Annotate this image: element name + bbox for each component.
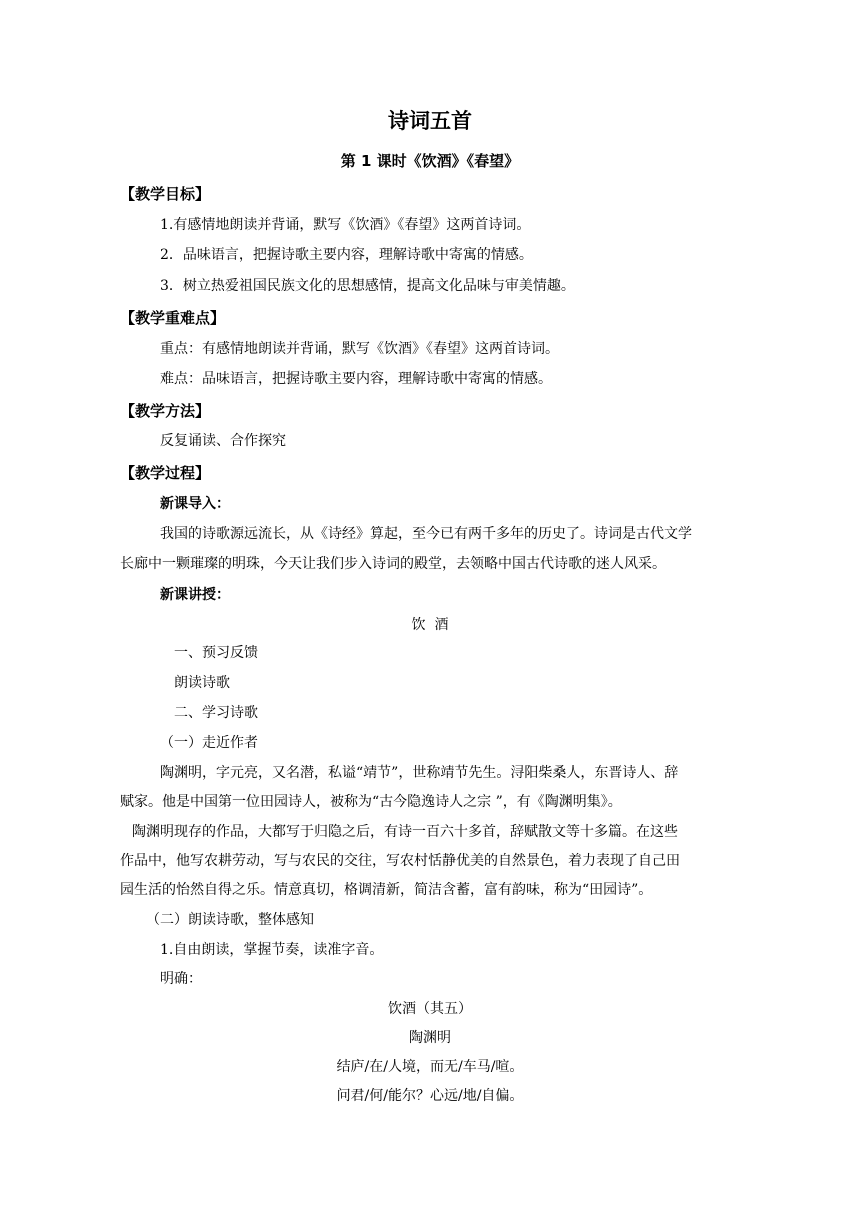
- goal-item: 2．品味语言，把握诗歌主要内容，理解诗歌中寄寓的情感。: [160, 247, 533, 263]
- sub-heading: （一）走近作者: [160, 735, 258, 751]
- goal-item: 1.有感情地朗读并背诵，默写《饮酒》《春望》这两首诗词。: [160, 217, 531, 233]
- poem-title: 饮酒（其五）: [388, 1001, 472, 1017]
- key-point-item: 重点：有感情地朗读并背诵，默写《饮酒》《春望》这两首诗词。: [160, 341, 559, 357]
- goals-heading: 【教学目标】: [120, 185, 211, 203]
- works-line: 作品中，他写农耕劳动，写与农民的交往，写农村恬静优美的自然景色，着力表现了自己田: [120, 853, 680, 869]
- sub-heading: （二）朗读诗歌，整体感知: [146, 912, 314, 928]
- document-title: 诗词五首: [388, 109, 472, 133]
- clarify-label: 明确：: [160, 971, 202, 987]
- methods-heading: 【教学方法】: [120, 402, 211, 420]
- step-heading: 二、学习诗歌: [174, 705, 258, 721]
- step-heading: 一、预习反馈: [174, 645, 258, 661]
- poem-author: 陶渊明: [409, 1030, 451, 1046]
- intro-line: 长廊中一颗璀璨的明珠，今天让我们步入诗词的殿堂，去领略中国古代诗歌的迷人风采。: [120, 556, 666, 572]
- methods-text: 反复诵读、合作探究: [160, 433, 286, 449]
- lesson-subtitle: 第 1 课时《饮酒》《春望》: [340, 152, 520, 170]
- works-line: 陶渊明现存的作品，大都写于归隐之后，有诗一百六十多首，辞赋散文等十多篇。在这些: [132, 824, 678, 840]
- works-line: 园生活的怡然自得之乐。情意真切，格调清新，简洁含蓄，富有韵味，称为“田园诗”。: [120, 882, 653, 898]
- task-item: 1.自由朗读，掌握节奏，读准字音。: [160, 942, 384, 958]
- author-line: 赋家。他是中国第一位田园诗人，被称为“古今隐逸诗人之宗 ”，有《陶渊明集》。: [120, 794, 622, 810]
- poem-line: 问君/何/能尔？心远/地/自偏。: [336, 1088, 524, 1104]
- key-points-heading: 【教学重难点】: [120, 309, 226, 327]
- poem-line: 结庐/在/人境，而无/车马/喧。: [336, 1059, 524, 1075]
- key-point-item: 难点：品味语言，把握诗歌主要内容，理解诗歌中寄寓的情感。: [160, 371, 552, 387]
- poem-heading: 饮 酒: [411, 617, 449, 633]
- goal-item: 3．树立热爱祖国民族文化的思想感情，提高文化品味与审美情趣。: [160, 278, 575, 294]
- step-detail: 朗读诗歌: [174, 675, 230, 691]
- author-line: 陶渊明，字元亮，又名潜，私谥“靖节”，世称靖节先生。浔阳柴桑人，东晋诗人、辞: [160, 765, 679, 781]
- process-heading: 【教学过程】: [120, 464, 211, 482]
- lecture-label: 新课讲授：: [160, 587, 230, 603]
- intro-label: 新课导入：: [160, 496, 230, 512]
- intro-line: 我国的诗歌源远流长，从《诗经》算起，至今已有两千多年的历史了。诗词是古代文学: [160, 526, 692, 542]
